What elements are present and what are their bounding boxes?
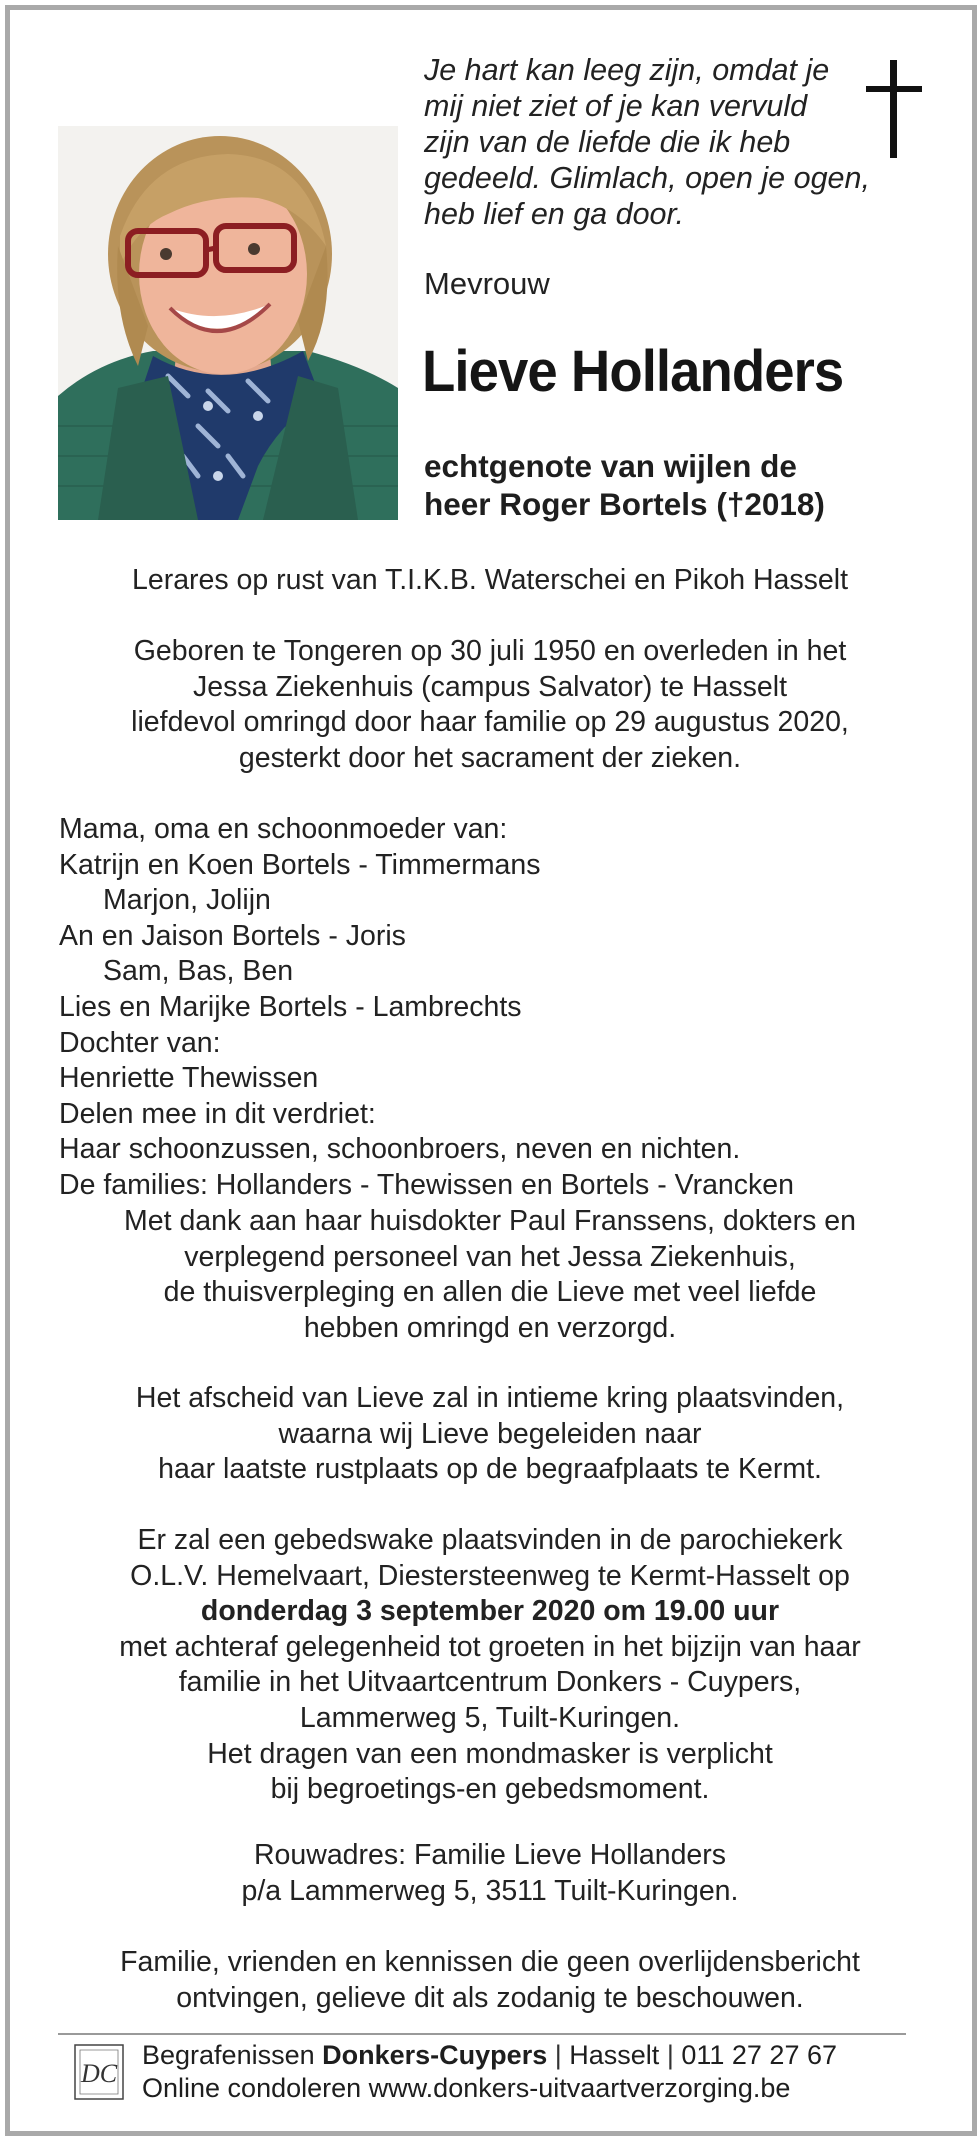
spouse-line: echtgenote van wijlen de <box>424 448 797 484</box>
footer-line-2 <box>142 2072 837 2105</box>
thanks <box>40 1204 940 1346</box>
mother-of-label: Mama, oma en schoonmoeder van: <box>59 813 508 845</box>
thanks-line: de thuisverpleging en allen die Lieve met veel liefde <box>163 1276 817 1309</box>
vigil-line: Lammerweg 5, Tuilt-Kuringen. <box>299 1701 681 1734</box>
in-laws-line: Haar schoonzussen, schoonbroers, neven en nichten. <box>59 1133 741 1166</box>
farewell <box>40 1381 940 1488</box>
deceased-name: Lieve Hollanders <box>422 339 844 404</box>
footer-condolence-label: Online condoleren <box>142 2073 362 2103</box>
child-line: An en Jaison Bortels - Joris <box>59 919 406 952</box>
vigil-line: bij begroetings-en gebedsmoment. <box>270 1773 710 1806</box>
vigil-line: met achteraf gelegenheid tot groeten in het bijzijn van haar <box>119 1630 861 1663</box>
address-line: Rouwadres: Familie Lieve Hollanders <box>253 1839 727 1871</box>
footer-divider <box>58 2033 906 2035</box>
grandchildren-line: Marjon, Jolijn <box>103 884 271 917</box>
spouse-line: heer Roger Bortels (†2018) <box>424 486 825 522</box>
families-line: De families: Hollanders - Thewissen en Bortels - Vrancken <box>59 1168 794 1201</box>
poem-line: mij niet ziet of je kan vervuld <box>424 89 808 123</box>
footer-separator: | <box>666 2040 674 2070</box>
poem-line: heb lief en ga door. <box>424 197 685 231</box>
cross-icon <box>866 60 922 160</box>
thanks-line: Met dank aan haar huisdokter Paul Franssens, dokters en <box>124 1205 856 1237</box>
family-list <box>59 812 939 1204</box>
funeral-home-logo-icon <box>74 2044 124 2100</box>
logo-letters: DC <box>80 2059 118 2088</box>
footer-prefix: Begrafenissen <box>142 2040 315 2070</box>
birth-death-line: gesterkt door het sacrament der zieken. <box>238 741 742 774</box>
notice-line: ontvingen, gelieve dit als zodanig te beschouwen. <box>176 1981 804 2014</box>
vigil-line: Het dragen van een mondmasker is verplicht <box>207 1737 773 1770</box>
thanks-line: hebben omringd en verzorgd. <box>303 1311 677 1344</box>
footer-line-1 <box>142 2039 837 2072</box>
footer <box>142 2039 837 2105</box>
vigil-date: donderdag 3 september 2020 om 19.00 uur <box>200 1595 780 1628</box>
poem-line: gedeeld. Glimlach, open je ogen, <box>424 161 870 195</box>
poem <box>424 52 870 232</box>
title-prefix: Mevrouw <box>424 266 550 301</box>
birth-death-line: Jessa Ziekenhuis (campus Salvator) te Hasselt <box>193 670 787 703</box>
child-line: Lies en Marijke Bortels - Lambrechts <box>59 990 522 1023</box>
poem-line: Je hart kan leeg zijn, omdat je <box>424 53 830 87</box>
footer-phone[interactable]: 011 27 27 67 <box>681 2040 837 2070</box>
spouse-info <box>424 447 825 523</box>
vigil-line: familie in het Uitvaartcentrum Donkers - Cuypers, <box>178 1666 802 1699</box>
occupation-line: Lerares op rust van T.I.K.B. Waterschei en Pikoh Hasselt <box>132 564 848 596</box>
vigil-line: O.L.V. Hemelvaart, Diestersteenweg te Kermt-Hasselt op <box>130 1559 850 1592</box>
footer-separator: | <box>554 2040 562 2070</box>
poem-line: zijn van de liefde die ik heb <box>424 125 791 159</box>
mourning-address <box>40 1838 940 1909</box>
occupation <box>40 563 940 599</box>
child-line: Katrijn en Koen Bortels - Timmermans <box>59 848 541 881</box>
vigil-line: Er zal een gebedswake plaatsvinden in de parochiekerk <box>137 1524 843 1556</box>
footer-company: Donkers-Cuypers <box>322 2040 548 2070</box>
farewell-line: haar laatste rustplaats op de begraafplaats te Kermt. <box>158 1453 822 1486</box>
birth-death-line: liefdevol omringd door haar familie op 29 augustus 2020, <box>131 706 849 739</box>
parent-line: Henriette Thewissen <box>59 1062 319 1095</box>
daughter-of-label: Dochter van: <box>59 1026 221 1059</box>
address-line: p/a Lammerweg 5, 3511 Tuilt-Kuringen. <box>241 1874 739 1907</box>
farewell-line: waarna wij Lieve begeleiden naar <box>278 1417 702 1450</box>
grandchildren-line: Sam, Bas, Ben <box>103 955 294 988</box>
footer-website-link[interactable]: www.donkers-uitvaartverzorging.be <box>368 2073 791 2103</box>
portrait-photo <box>58 126 398 520</box>
notice <box>40 1945 940 2016</box>
birth-death <box>40 634 940 776</box>
farewell-line: Het afscheid van Lieve zal in intieme kring plaatsvinden, <box>135 1382 845 1414</box>
thanks-line: verplegend personeel van het Jessa Ziekenhuis, <box>184 1240 796 1273</box>
vigil <box>40 1523 940 1808</box>
notice-line: Familie, vrienden en kennissen die geen overlijdensbericht <box>120 1946 860 1978</box>
footer-city: Hasselt <box>569 2040 660 2070</box>
share-label: Delen mee in dit verdriet: <box>59 1097 376 1130</box>
birth-death-line: Geboren te Tongeren op 30 juli 1950 en overleden in het <box>133 635 847 667</box>
